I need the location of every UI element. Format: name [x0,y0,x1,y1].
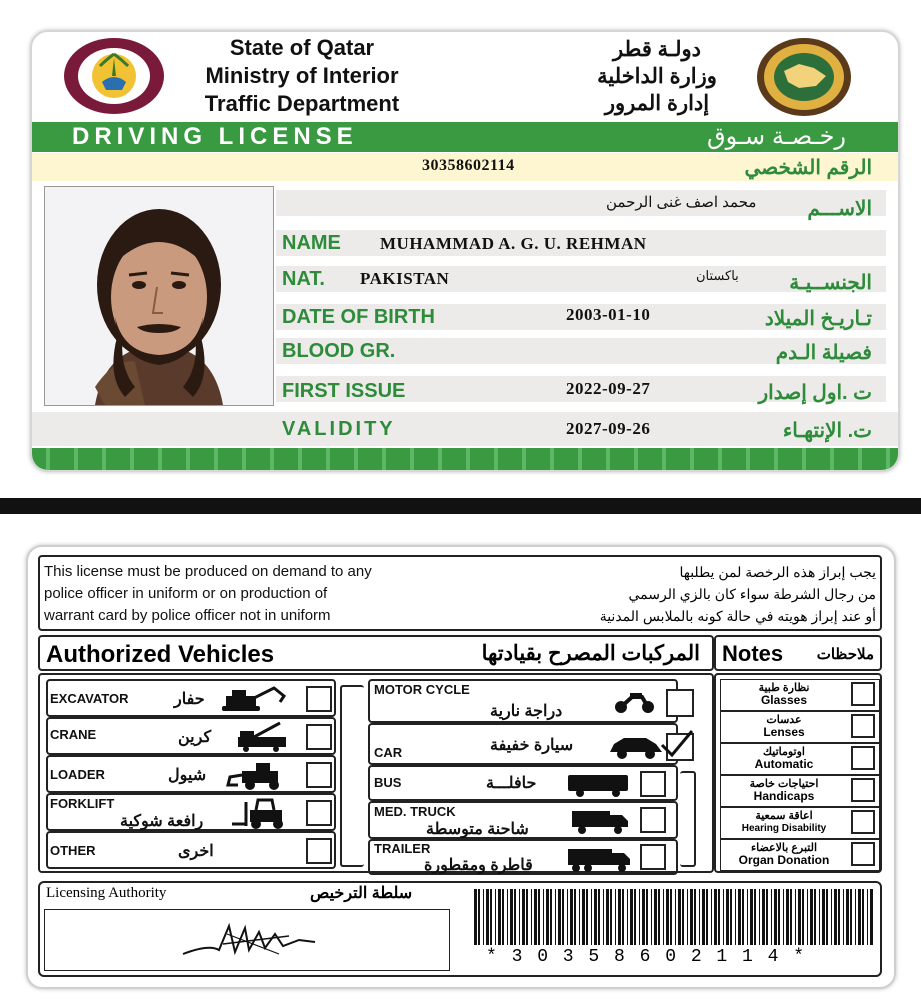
barcode-bar [670,889,672,945]
blood-group-label: BLOOD GR. [282,340,396,362]
barcode-bar [510,889,513,945]
barcode-bar [546,889,549,945]
signature-icon [179,914,319,964]
header-ministry: Ministry of Interior [205,63,399,88]
blood-group-label-ar: فصيلة الـدم [775,342,872,364]
barcode-bar [639,889,640,945]
barcode-bar [790,889,792,945]
barcode-bar [538,889,540,945]
name-value: MUHAMMAD A. G. U. REHMAN [380,234,647,253]
barcode-bar [783,889,784,945]
checkbox-lenses[interactable] [851,714,875,738]
checkbox-bus[interactable] [640,771,666,797]
barcode-bar [603,889,604,945]
barcode-bar [855,889,856,945]
barcode-bar [654,889,657,945]
notes-panel [714,673,882,873]
vehicle-row-excavator: EXCAVATOR حفار [46,679,336,717]
notice-box [38,555,882,631]
dob-label: DATE OF BIRTH [282,306,435,328]
note-automatic: اوتوماتيك Automatic [720,743,880,775]
left-bracket-icon [340,685,364,867]
barcode-bar [519,889,520,945]
barcode-bar [474,889,477,945]
validity-label-ar: ت. الإنتهـاء [782,420,872,442]
nationality-value-ar: باكستان [696,268,739,283]
barcode-bar [834,889,837,945]
barcode-bar [534,889,537,945]
barcode-bar [798,889,801,945]
checkbox-excavator[interactable] [306,686,332,712]
vehicle-row-bus: BUS حافلـــة [368,765,678,801]
barcode-bar [682,889,684,945]
barcode-bar [759,889,760,945]
barcode-bar [570,889,573,945]
barcode-bar [690,889,693,945]
nationality-label: NAT. [282,268,325,290]
barcode-bar [675,889,676,945]
personal-number-band [32,153,898,181]
barcode-bar [702,889,705,945]
notes-header [714,635,882,671]
header-department-ar: إدارة المرور [604,92,710,115]
trailer-icon [566,847,632,878]
barcode-bar [819,889,820,945]
right-bracket-icon [680,771,696,867]
name-ar-value: محمد اصف غنى الرحمن [606,194,757,211]
checkbox-crane[interactable] [306,724,332,750]
barcode-bar [843,889,844,945]
barcode-bar [651,889,652,945]
barcode-bar [750,889,753,945]
driving-license-title-ar: رخـصـة سـوق [707,123,846,150]
notes-title: Notes [722,641,784,666]
barcode-bar [567,889,568,945]
barcode-bar [666,889,669,945]
checkbox-other[interactable] [306,838,332,864]
barcode-bar [646,889,648,945]
nationality-label-ar: الجنســيـة [789,272,872,294]
barcode-bar [663,889,664,945]
dob-value: 2003-01-10 [566,305,651,324]
barcode-bar [514,889,516,945]
first-issue-value: 2022-09-27 [566,379,651,398]
check-mark-icon [660,729,694,764]
licensing-authority-label-ar: سلطة الترخيص [310,885,413,902]
bus-icon [566,773,630,802]
barcode-bar [558,889,561,945]
barcode-bar [687,889,688,945]
first-issue-row [276,372,898,406]
note-glasses: نظارة طبية Glasses [720,679,880,711]
heavy-vehicles-column [46,679,336,869]
first-issue-label-ar: ت .اول إصدار [758,382,872,404]
motorcycle-icon [612,689,658,720]
personal-number-value: 30358602114 [422,157,515,174]
barcode-bar [867,889,868,945]
barcode-bar [795,889,796,945]
truck-icon [570,809,630,840]
notice-arabic: يجب إبراز هذه الرخصة لمن يطلبها من رجال الشرطة سواء كان بالزي الرسمي أو عند إبراز هويته في حالة كونه بالملابس المدنية [599,564,876,624]
barcode-bar [831,889,832,945]
barcode-bar [735,889,736,945]
barcode-bar [642,889,645,945]
barcode-bar [771,889,772,945]
header-arabic [572,36,742,117]
licensing-authority-box [38,881,882,977]
barcode-bar [486,889,489,945]
name-row [276,226,898,260]
driving-license-title: DRIVING LICENSE [72,123,358,150]
barcode-bar [774,889,777,945]
license-front-card [30,30,900,472]
barcode-bar [802,889,804,945]
checkbox-hearing-disability[interactable] [851,810,875,834]
blood-group-row [276,336,898,370]
dob-row [276,300,898,334]
barcode-bar [822,889,825,945]
barcode-bar [838,889,840,945]
loader-icon [226,761,292,796]
barcode-bar [858,889,861,945]
barcode-bar [810,889,813,945]
checkbox-forklift[interactable] [306,800,332,826]
note-lenses: عدسات Lenses [720,711,880,743]
barcode-bar [706,889,708,945]
validity-value: 2027-09-26 [566,419,651,438]
vehicle-row-forklift: FORKLIFT رافعة شوكية [46,793,336,831]
decorative-pattern-band [32,448,898,470]
barcode-bar [747,889,748,945]
header-state-ar: دولـة قطر [613,38,701,61]
barcode-bar [730,889,732,945]
excavator-icon [218,686,290,717]
barcode-bar [507,889,508,945]
first-issue-label: FIRST ISSUE [282,380,406,402]
barcode-bar [738,889,741,945]
checkbox-med-truck[interactable] [640,807,666,833]
authorized-vehicles-header [38,635,714,671]
name-ar-label: الاســـم [807,198,872,220]
car-icon [608,734,664,765]
checkbox-glasses[interactable] [851,682,875,706]
barcode-bar [622,889,624,945]
notes-title-ar: ملاحظات [816,646,874,663]
barcode-bar [591,889,592,945]
note-organ-donation: التبرع بالاعضاء Organ Donation [720,839,880,871]
vehicle-row-car: CAR سيارة خفيفة [368,723,678,765]
section-divider [0,498,921,514]
barcode-bar [846,889,849,945]
barcode-bar [610,889,612,945]
vehicle-row-motorcycle: MOTOR CYCLE دراجة نارية [368,679,678,723]
barcode-bar [726,889,729,945]
name-ar-row [276,188,898,222]
authorized-vehicles-title: Authorized Vehicles [46,641,275,668]
holder-photo [44,186,274,406]
barcode-bar [630,889,633,945]
header-department: Traffic Department [204,91,400,116]
barcode-bar [495,889,496,945]
barcode-bar [807,889,808,945]
barcode-bar [862,889,864,945]
barcode [472,889,878,945]
barcode-bar [615,889,616,945]
barcode-bar [594,889,597,945]
barcode-bar [586,889,588,945]
barcode-bar [658,889,660,945]
barcode-bar [678,889,681,945]
checkbox-automatic[interactable] [851,746,875,770]
barcode-bar [526,889,528,945]
nationality-value: PAKISTAN [360,269,450,288]
light-vehicles-column [368,679,678,874]
vehicle-row-other: OTHER اخرى [46,831,336,869]
signature-box [44,909,450,971]
header-english [172,34,432,118]
qatar-emblem-icon [60,36,168,116]
barcode-bar [550,889,552,945]
barcode-bar [531,889,532,945]
barcode-number: * 3 0 3 5 8 6 0 2 1 1 4 * [486,947,807,967]
authorized-vehicles-title-ar: المركبات المصرح بقيادتها [481,642,700,665]
nationality-row [276,264,898,298]
name-label: NAME [282,232,341,254]
checkbox-handicaps[interactable] [851,778,875,802]
dob-label-ar: تـاريـخ الميلاد [764,308,872,330]
vehicle-row-crane: CRANE كرين [46,717,336,755]
barcode-bar [718,889,720,945]
barcode-bar [742,889,744,945]
barcode-bar [814,889,816,945]
vehicle-row-med-truck: MED. TRUCK شاحنة متوسطة [368,801,678,839]
checkbox-trailer[interactable] [640,844,666,870]
barcode-bar [778,889,780,945]
barcode-bar [606,889,609,945]
barcode-bar [870,889,873,945]
validity-row [32,412,898,446]
barcode-bar [483,889,484,945]
barcode-bar [562,889,564,945]
barcode-bar [786,889,789,945]
barcode-bar [754,889,756,945]
barcode-bar [543,889,544,945]
checkbox-loader[interactable] [306,762,332,788]
barcode-bar [850,889,852,945]
crane-icon [234,721,292,758]
barcode-bar [618,889,621,945]
personal-number-label-ar: الرقم الشخصي [744,157,872,179]
license-back-card [26,545,896,989]
barcode-bar [694,889,696,945]
barcode-bar [498,889,501,945]
barcode-bar [826,889,828,945]
licensing-authority-label: Licensing Authority [46,885,167,901]
barcode-bar [699,889,700,945]
note-hearing-disability: اعاقة سمعية Hearing Disability [720,807,880,839]
gcc-emblem-icon [754,36,854,118]
barcode-bar [711,889,712,945]
vehicle-row-loader: LOADER شيول [46,755,336,793]
barcode-bar [627,889,628,945]
header-state: State of Qatar [229,35,375,60]
barcode-bar [579,889,580,945]
barcode-bar [766,889,768,945]
barcode-bar [582,889,585,945]
notice-english: This license must be produced on demand to any police officer in uniform or on production of warrant card by police officer not in uniform [44,563,372,624]
barcode-bar [714,889,717,945]
vehicle-row-trailer: TRAILER قاطرة ومقطورة [368,839,678,875]
forklift-icon [230,798,296,835]
barcode-bar [522,889,525,945]
barcode-bar [574,889,576,945]
checkbox-motorcycle[interactable] [666,689,694,717]
checkbox-organ-donation[interactable] [851,842,875,866]
barcode-bar [762,889,765,945]
note-handicaps: احتياجات خاصة Handicaps [720,775,880,807]
header-ministry-ar: وزارة الداخلية [597,65,717,88]
barcode-bar [478,889,480,945]
barcode-bar [598,889,600,945]
barcode-bar [490,889,492,945]
barcode-bar [723,889,724,945]
barcode-bar [634,889,636,945]
barcode-bar [502,889,504,945]
barcode-bar [555,889,556,945]
title-band [32,122,898,152]
validity-label: VALIDITY [282,418,396,440]
